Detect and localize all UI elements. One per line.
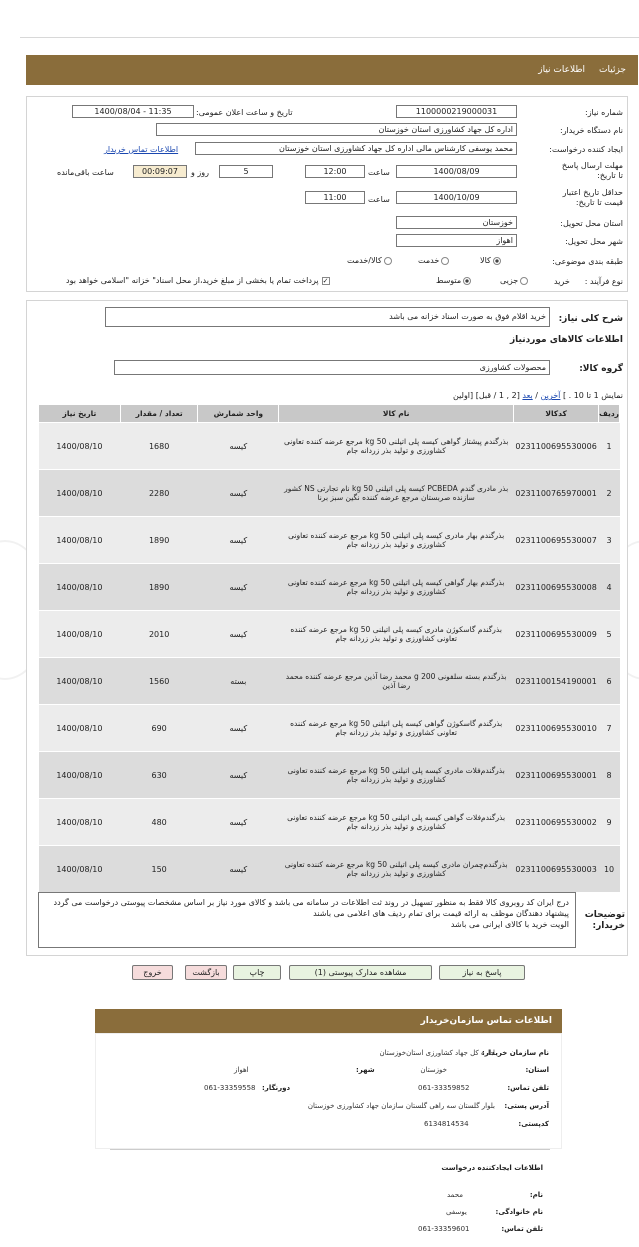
row-number-cell: 10 (599, 846, 620, 893)
remaining-time-field: 00:09:07 (133, 165, 187, 178)
announce-field: 1400/08/04 - 11:35 (72, 105, 194, 118)
pagination-show: نمایش 1 تا 10 . ] (562, 391, 623, 400)
table-row[interactable] (39, 470, 620, 517)
contact-province-label: استان: (525, 1066, 549, 1074)
quantity-cell: 690 (120, 705, 198, 752)
days-field: 5 (219, 165, 273, 178)
contact-divider (110, 1149, 550, 1150)
need-date-cell: 1400/08/10 (39, 705, 121, 752)
deadline-time-label: ساعت (368, 168, 390, 177)
buyer-notes-line1: درج ایران کد روبروی کالا فقط به منظور تسهیل در روند ثت اطلاعات در سامانه می باشد و کالای مورد نیاز بر اساس مشخصات پیوستی درخواست می گردد (53, 898, 569, 907)
deadline-time-field: 12:00 (305, 165, 365, 178)
checkbox-checked-icon: ✓ (322, 276, 329, 285)
print-button[interactable]: چاپ (233, 965, 281, 980)
pagination-sep2: / (493, 391, 497, 400)
creator-fname-label: نام: (529, 1191, 543, 1199)
city-label: شهر محل تحویل: (565, 237, 623, 246)
process-partial-option[interactable] (500, 276, 528, 285)
goods-table (38, 404, 620, 893)
pagination-prev-first[interactable]: قبل] [اولین (453, 391, 492, 400)
item-code-cell: 0231100695530007 (514, 517, 599, 564)
buyer-contact-link[interactable]: اطلاعات تماس خریدار (104, 145, 179, 154)
col-date-header: تاریخ نیاز (39, 405, 121, 423)
contact-postal-label: کدپستی: (518, 1120, 549, 1128)
item-code-cell: 0231100154190001 (514, 658, 599, 705)
item-name-cell: بذرگندم پیشتاز گواهی کیسه پلی اتیلنی 50 kg مرجع عرضه کننده تعاونی کشاورزی و تولید بذر زردانه جام (279, 423, 514, 470)
nav-need-info-link[interactable]: اطلاعات نیاز (538, 65, 586, 75)
contact-org-label: نام سازمان خریدار: (481, 1049, 549, 1057)
radio-icon (441, 257, 449, 265)
table-row[interactable] (39, 846, 620, 893)
category-goods-service-option[interactable] (347, 256, 392, 265)
table-row[interactable] (39, 752, 620, 799)
unit-cell: کیسه (198, 470, 279, 517)
category-goods-service-text: کالا/خدمت (347, 256, 382, 265)
item-code-cell: 0231100695530001 (514, 752, 599, 799)
creator-fname-value: محمد (447, 1191, 463, 1199)
contact-phone-value: 061-33359852 (418, 1084, 470, 1092)
creator-phone-label: تلفن تماس: (501, 1225, 543, 1233)
creator-lname-value: یوسفی (446, 1208, 467, 1216)
need-date-cell: 1400/08/10 (39, 799, 121, 846)
need-date-cell: 1400/08/10 (39, 423, 121, 470)
process-partial-text: جزیی (500, 276, 519, 285)
item-name-cell: بذرگندم‌فلات مادری کیسه پلی اتیلنی 50 kg مرجع عرضه کننده تعاونی کشاورزی و تولید بذر زردانه جام (279, 752, 514, 799)
category-goods-option[interactable] (480, 256, 501, 265)
creator-info-title: اطلاعات ایجادکننده درخواست (441, 1164, 543, 1172)
need-date-cell: 1400/08/10 (39, 517, 121, 564)
item-name-cell: بذرگندم بهار مادری کیسه پلی اتیلنی 50 kg مرجع عرضه کننده تعاونی کشاورزی و تولید بذر زردانه جام (279, 517, 514, 564)
contact-phone-label: تلفن تماس: (507, 1084, 549, 1092)
contact-postal-value: 6134814534 (424, 1120, 469, 1128)
remaining-label: ساعت باقی‌مانده (57, 168, 114, 177)
need-number-field: 1100000219000031 (396, 105, 517, 118)
pagination-sep1: / (535, 391, 538, 400)
contact-title-bar: اطلاعات تماس سازمان‌خریدار (95, 1009, 562, 1033)
row-number-cell: 8 (599, 752, 620, 799)
process-medium-option[interactable] (436, 276, 471, 285)
quantity-cell: 630 (120, 752, 198, 799)
col-name-header: نام کالا (279, 405, 514, 423)
radio-selected-icon (493, 257, 501, 265)
reply-button[interactable]: پاسخ به نیاز (439, 965, 525, 980)
unit-cell: کیسه (198, 517, 279, 564)
quantity-cell: 150 (120, 846, 198, 893)
table-row[interactable] (39, 658, 620, 705)
category-goods-text: کالا (480, 256, 491, 265)
row-number-cell: 1 (599, 423, 620, 470)
contact-address-value: بلوار گلستان سه راهی گلستان سازمان جهاد کشاورزی خوزستان (307, 1102, 495, 1110)
buyer-notes-field (38, 892, 576, 948)
group-field: محصولات کشاورزی (114, 360, 550, 375)
unit-cell: کیسه (198, 799, 279, 846)
creator-field: محمد یوسفی کارشناس مالی اداره کل جهاد کشاورزی استان خوزستان (195, 142, 517, 155)
buyer-org-field: اداره کل جهاد کشاورزی استان خوزستان (156, 123, 517, 136)
back-button[interactable]: بازگشت (185, 965, 227, 980)
validity-time-field: 11:00 (305, 191, 365, 204)
table-row[interactable] (39, 423, 620, 470)
radio-selected-icon (463, 277, 471, 285)
process-buy-text: خرید (554, 277, 570, 286)
need-date-cell: 1400/08/10 (39, 470, 121, 517)
quantity-cell: 2280 (120, 470, 198, 517)
summary-field: خرید اقلام فوق به صورت اسناد خزانه می باشد (105, 307, 550, 327)
quantity-cell: 1890 (120, 517, 198, 564)
row-number-cell: 4 (599, 564, 620, 611)
col-unit-header: واحد شمارش (198, 405, 279, 423)
item-name-cell: بذرگندم‌چمران مادری کیسه پلی اتیلنی 50 kg مرجع عرضه کننده تعاونی کشاورزی و تولید بذر زردانه جام (279, 846, 514, 893)
header-nav-bar (26, 55, 638, 85)
contact-city-value: اهواز (234, 1066, 249, 1074)
item-name-cell: بذرگندم‌فلات گواهی کیسه پلی اتیلنی 50 kg مرجع عرضه کننده تعاونی کشاورزی و تولید بذر زردانه جام (279, 799, 514, 846)
item-name-cell: بذرگندم بهار گواهی کیسه پلی اتیلنی 50 kg مرجع عرضه کننده تعاونی کشاورزی و تولید بذر زردانه جام (279, 564, 514, 611)
quantity-cell: 1560 (120, 658, 198, 705)
item-code-cell: 0231100695530002 (514, 799, 599, 846)
row-number-cell: 9 (599, 799, 620, 846)
exit-button[interactable]: خروج (132, 965, 173, 980)
province-label: استان محل تحویل: (560, 219, 623, 228)
days-label: روز و (191, 168, 209, 177)
unit-cell: کیسه (198, 705, 279, 752)
contact-fax-label: دورنگار: (262, 1084, 291, 1092)
item-code-cell: 0231100765970001 (514, 470, 599, 517)
contact-address-label: آدرس پستی: (504, 1102, 549, 1110)
unit-cell: کیسه (198, 846, 279, 893)
col-row-header: ردیف (599, 405, 620, 423)
buyer-org-label: نام دستگاه خریدار: (560, 126, 623, 135)
need-date-cell: 1400/08/10 (39, 611, 121, 658)
contact-fax-value: 061-33359558 (204, 1084, 256, 1092)
deadline-date-field: 1400/08/09 (396, 165, 517, 178)
row-number-cell: 5 (599, 611, 620, 658)
quantity-cell: 2010 (120, 611, 198, 658)
row-number-cell: 2 (599, 470, 620, 517)
payment-note-text: پرداخت تمام یا بخشی از مبلغ خرید،از محل اسناد" خزانه "اسلامی خواهد بود (66, 276, 319, 285)
buyer-notes-line2: پیشنهاد دهندگان موظف به ارائه قیمت برای تمام ردیف های اعلامی می باشند (313, 909, 569, 918)
unit-cell: کیسه (198, 752, 279, 799)
contact-province-value: خوزستان (420, 1066, 447, 1074)
unit-cell: کیسه (198, 564, 279, 611)
group-label: گروه کالا: (579, 364, 623, 374)
contact-city-label: شهر: (356, 1066, 375, 1074)
table-header-row (39, 405, 620, 423)
attachments-button[interactable]: مشاهده مدارک پیوستی (1) (289, 965, 432, 980)
item-code-cell: 0231100695530006 (514, 423, 599, 470)
col-qty-header: تعداد / مقدار (120, 405, 198, 423)
province-field: خوزستان (396, 216, 517, 229)
creator-lname-label: نام خانوادگی: (495, 1208, 543, 1216)
nav-details-link[interactable]: جزئیات (599, 65, 626, 75)
top-divider (20, 37, 639, 38)
need-date-cell: 1400/08/10 (39, 752, 121, 799)
item-code-cell: 0231100695530009 (514, 611, 599, 658)
pagination (453, 391, 623, 400)
row-number-cell: 3 (599, 517, 620, 564)
table-row[interactable] (39, 564, 620, 611)
need-date-cell: 1400/08/10 (39, 846, 121, 893)
unit-cell: بسته (198, 658, 279, 705)
creator-phone-value: 061-33359601 (418, 1225, 470, 1233)
summary-label: شرح کلی نیاز: (558, 314, 623, 324)
pagination-last-link[interactable]: آخرین (540, 391, 561, 400)
payment-note (66, 276, 330, 285)
need-date-cell: 1400/08/10 (39, 564, 121, 611)
item-name-cell: بذرگندم گاسکوژن گواهی کیسه پلی اتیلنی 50 kg مرجع عرضه کننده تعاونی کشاورزی و تولید بذر زردانه جام (279, 705, 514, 752)
process-medium-text: متوسط (436, 276, 462, 285)
item-code-cell: 0231100695530008 (514, 564, 599, 611)
category-service-text: خدمت (418, 256, 440, 265)
creator-label: ایجاد کننده درخواست: (549, 145, 623, 154)
row-number-cell: 6 (599, 658, 620, 705)
goods-info-title: اطلاعات کالاهای موردنیاز (509, 335, 623, 345)
quantity-cell: 480 (120, 799, 198, 846)
item-code-cell: 0231100695530003 (514, 846, 599, 893)
item-name-cell: بذرگندم بسته سلفونی 200 g محمد رضا آذین مرجع عرضه کننده محمد رضا آذین (279, 658, 514, 705)
unit-cell: کیسه (198, 611, 279, 658)
announce-label: تاریخ و ساعت اعلان عمومی: (196, 108, 293, 117)
pagination-pages[interactable]: [2 , 1 (498, 391, 520, 400)
item-name-cell: بذر مادری گندم PCBEDA کیسه پلی اتیلنی 50 kg نام تجارتی NS کشور سازنده صربستان مرجع عرضه کننده نگین سبز برنا (279, 470, 514, 517)
radio-icon (384, 257, 392, 265)
contact-org-value: اداره کل جهاد کشاورزی استان‌خوزستان (379, 1049, 495, 1057)
validity-label: حداقل تاریخ اعتبار قیمت تا تاریخ: (562, 188, 623, 207)
city-field: اهواز (396, 234, 517, 247)
buyer-notes-line3: الویت خرید با کالای ایرانی می باشد (450, 920, 569, 929)
row-number-cell: 7 (599, 705, 620, 752)
quantity-cell: 1680 (120, 423, 198, 470)
need-number-label: شماره نیاز: (585, 108, 623, 117)
unit-cell: کیسه (198, 423, 279, 470)
category-service-option[interactable] (418, 256, 449, 265)
category-label: طبقه بندی موضوعی: (552, 257, 623, 266)
table-row[interactable] (39, 705, 620, 752)
process-label: نوع فرآیند : (584, 277, 623, 286)
table-row[interactable] (39, 799, 620, 846)
radio-icon (520, 277, 528, 285)
validity-date-field: 1400/10/09 (396, 191, 517, 204)
deadline-label: مهلت ارسال پاسخ تا تاریخ: (561, 161, 623, 180)
table-row[interactable] (39, 611, 620, 658)
item-name-cell: بذرگندم گاسکوژن مادری کیسه پلی اتیلنی 50 kg مرجع عرضه کننده تعاونی کشاورزی و تولید بذر زردانه جام (279, 611, 514, 658)
buyer-notes-label: توضیحات خریدار: (584, 910, 625, 931)
need-date-cell: 1400/08/10 (39, 658, 121, 705)
item-code-cell: 0231100695530010 (514, 705, 599, 752)
col-code-header: کدکالا (514, 405, 599, 423)
table-row[interactable] (39, 517, 620, 564)
validity-time-label: ساعت (368, 195, 390, 204)
quantity-cell: 1890 (120, 564, 198, 611)
pagination-next-link[interactable]: بعد (522, 391, 533, 400)
